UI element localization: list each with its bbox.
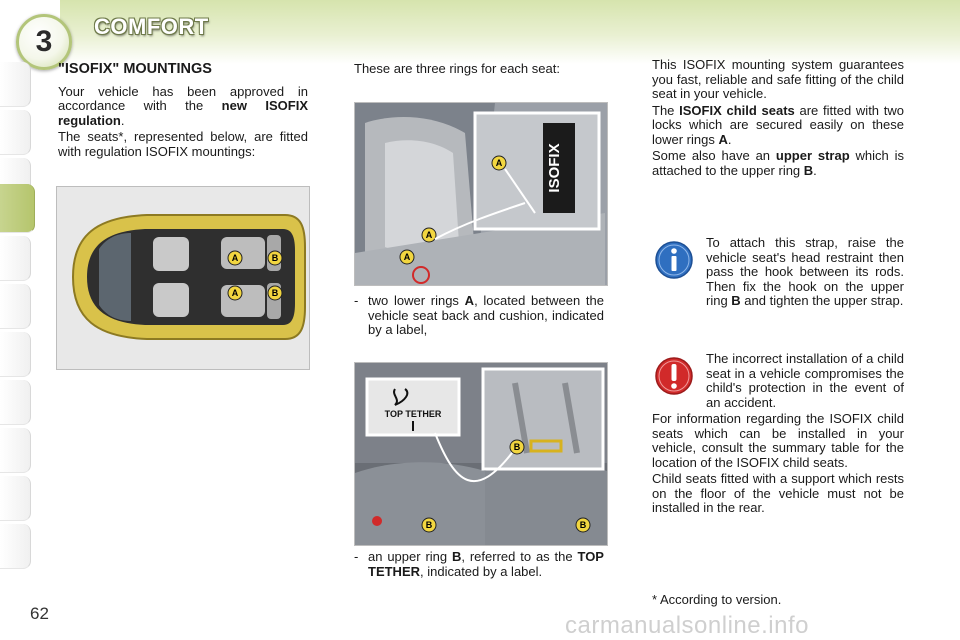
info-pre: To attach this strap, raise the vehicle seat's head restraint then pass the hook between its rods. Then fix the hook on the upper ring bbox=[706, 235, 904, 308]
ring-a-label-5: A bbox=[403, 252, 411, 262]
chapter-title: COMFORT bbox=[94, 14, 209, 39]
para2-post: . bbox=[727, 131, 732, 147]
chapter-tab-1[interactable] bbox=[0, 62, 31, 107]
seats-paragraph: The seats*, represented below, are fitted with regulation ISOFIX mountings: bbox=[58, 129, 308, 159]
bullet-upper-ring bbox=[354, 550, 604, 579]
ring-a-label-4: A bbox=[425, 230, 433, 240]
bullet-upper-ring-text bbox=[368, 550, 604, 579]
top-tether-figure bbox=[354, 362, 608, 546]
summary-table-paragraph: For information regarding the ISOFIX child seats which can be installed in your vehicle, consult the summary table for the location of the ISOFIX child seats. bbox=[652, 411, 904, 470]
para2-ring: A bbox=[718, 131, 728, 147]
para2-pre: The bbox=[652, 102, 680, 118]
bullet1-post: , located between the vehicle seat back and cushion, indicated by a label, bbox=[368, 293, 605, 337]
bullet2-post: , indicated by a label. bbox=[420, 563, 543, 579]
chapter-tab-2[interactable] bbox=[0, 110, 31, 155]
approval-text: Your vehicle has been approved in accordance with the bbox=[58, 83, 308, 113]
lower-rings-bullet bbox=[354, 294, 604, 338]
car-top-view-figure bbox=[56, 186, 310, 370]
bullet-lower-rings-text bbox=[368, 294, 604, 338]
chapter-tabs bbox=[0, 62, 36, 578]
para3-pre: Some also have an bbox=[652, 148, 776, 163]
bullet2-ring: B bbox=[451, 549, 462, 564]
page-number: 62 bbox=[30, 604, 49, 623]
approval-paragraph bbox=[58, 85, 308, 129]
upper-strap-paragraph bbox=[652, 149, 904, 178]
info-note-text bbox=[652, 236, 904, 309]
bullet-dash: - bbox=[354, 293, 359, 308]
regulation-name: new ISOFIX regulation bbox=[58, 98, 308, 128]
chapter-tab-8[interactable] bbox=[0, 380, 31, 425]
info-note bbox=[652, 236, 904, 311]
para2-mid: are fitted with two locks which are secured easily on these lower rings bbox=[652, 102, 904, 147]
chapter-tab-7[interactable] bbox=[0, 332, 31, 377]
footnote: * According to version. bbox=[652, 592, 782, 607]
bullet2-pre: an upper ring bbox=[368, 549, 452, 564]
ring-b-label-2: B bbox=[271, 288, 279, 298]
rings-intro: These are three rings for each seat: bbox=[354, 61, 560, 76]
para3-post: . bbox=[813, 162, 817, 178]
car-top-view-illustration bbox=[57, 187, 309, 369]
chapter-tab-active[interactable] bbox=[0, 184, 35, 233]
chapter-number: 3 bbox=[35, 25, 53, 58]
chapter-tab-9[interactable] bbox=[0, 428, 31, 473]
floor-support-paragraph: Child seats fitted with a support which rests on the floor of the vehicle must not be installed in the rear. bbox=[652, 471, 904, 515]
info-ring: B bbox=[731, 293, 741, 308]
column-system bbox=[652, 58, 904, 180]
chapter-tab-11[interactable] bbox=[0, 524, 31, 569]
warning-note bbox=[652, 352, 904, 518]
ring-b-label-1: B bbox=[271, 253, 279, 263]
ring-a-label-1: A bbox=[231, 253, 239, 263]
bullet-dash: - bbox=[354, 549, 359, 564]
section-title: "ISOFIX" MOUNTINGS bbox=[58, 61, 212, 77]
child-seats-paragraph bbox=[652, 104, 904, 148]
ring-b-label-3: B bbox=[513, 442, 521, 452]
bullet1-ring: A bbox=[464, 293, 475, 308]
approval-text-end: . bbox=[120, 112, 125, 128]
ring-a-label-3: A bbox=[495, 158, 503, 168]
ring-b-label-5: B bbox=[579, 520, 587, 530]
bullet1-pre: two lower rings bbox=[368, 293, 465, 308]
column-rings bbox=[354, 62, 604, 79]
chapter-tab-5[interactable] bbox=[0, 236, 31, 281]
info-post: and tighten the upper strap. bbox=[740, 293, 904, 308]
top-tether-bullet bbox=[354, 550, 604, 579]
bullet2-mid: , referred to as the bbox=[461, 549, 578, 564]
column-isofix-intro bbox=[58, 62, 308, 161]
chapter-tab-6[interactable] bbox=[0, 284, 31, 329]
top-tether-illustration bbox=[355, 363, 607, 545]
para3-bold: upper strap bbox=[775, 148, 850, 163]
lower-rings-illustration bbox=[355, 103, 607, 285]
bullet-lower-rings bbox=[354, 294, 604, 338]
para3-mid: which is attached to the upper ring bbox=[652, 148, 904, 178]
ring-a-label-2: A bbox=[231, 288, 239, 298]
para2-bold: ISOFIX child seats bbox=[679, 102, 795, 118]
system-paragraph: This ISOFIX mounting system guarantees you fast, reliable and safe fitting of the child seat in your vehicle. bbox=[652, 57, 904, 101]
watermark: carmanualsonline.info bbox=[565, 612, 809, 639]
top-tether-label: TOP TETHER bbox=[384, 409, 442, 419]
isofix-label: ISOFIX bbox=[546, 143, 563, 193]
chapter-tab-10[interactable] bbox=[0, 476, 31, 521]
lower-rings-figure bbox=[354, 102, 608, 286]
ring-b-label-4: B bbox=[425, 520, 433, 530]
bullet2-top-tether: TOP TETHER bbox=[368, 549, 604, 579]
para3-ring: B bbox=[803, 162, 814, 178]
warning-note-text: The incorrect installation of a child seat in a vehicle compromises the child's protection in the event of an accident. bbox=[706, 351, 904, 410]
